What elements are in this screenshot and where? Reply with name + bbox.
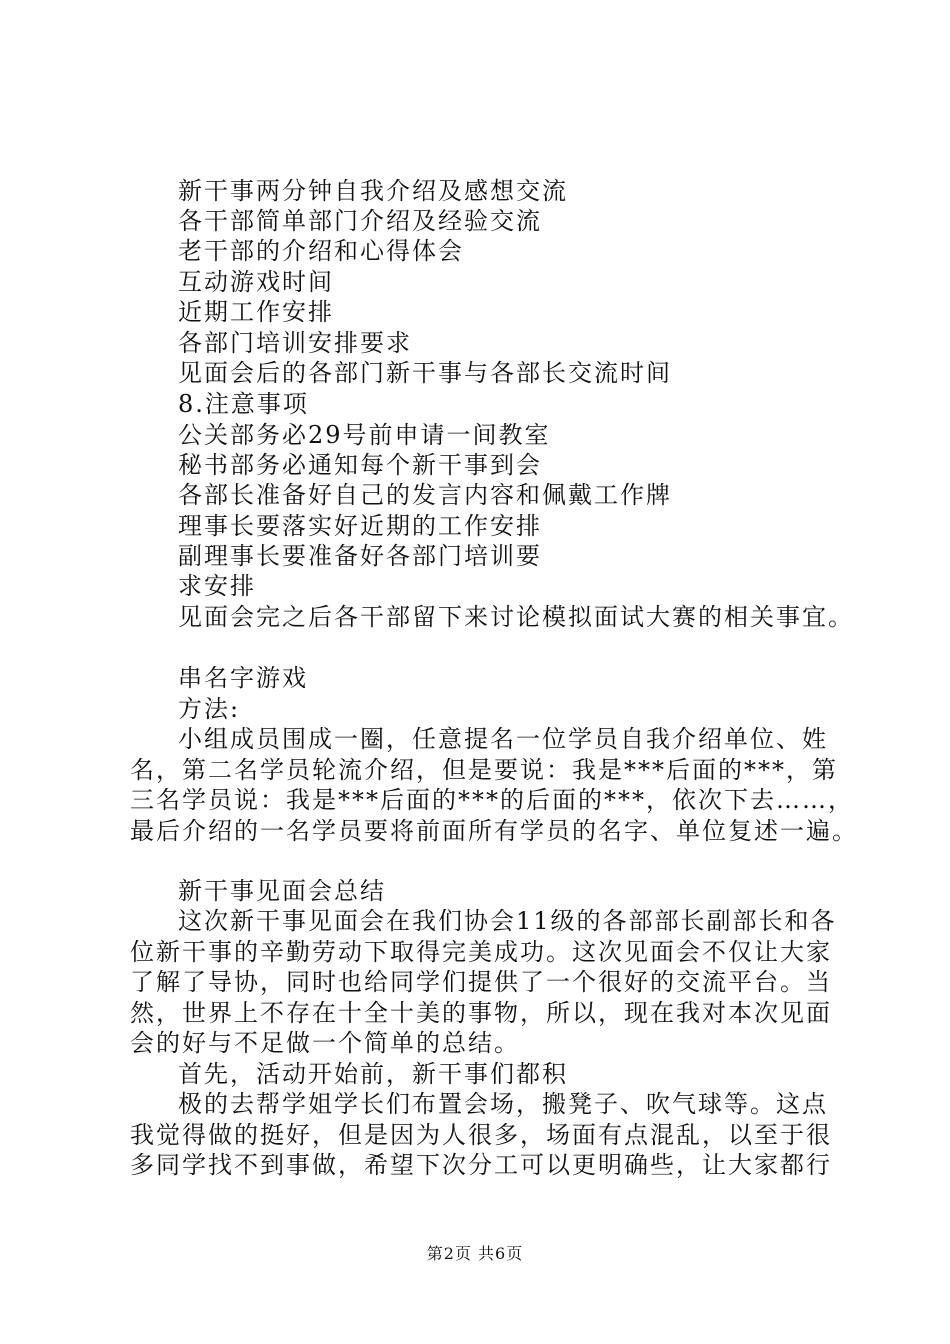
section-heading: 串名字游戏 [178, 664, 308, 692]
text-line: 各部长准备好自己的发言内容和佩戴工作牌 [178, 481, 672, 509]
paragraph-line: 会的好与不足做一个简单的总结。 [130, 1029, 520, 1057]
paragraph-line: 首先，活动开始前，新干事们都积 [178, 1060, 568, 1088]
section-heading: 新干事见面会总结 [178, 877, 386, 905]
text-line: 各干部简单部门介绍及经验交流 [178, 207, 542, 235]
text-line: 老干部的介绍和心得体会 [178, 237, 464, 265]
text-line: 见面会完之后各干部留下来讨论模拟面试大赛的相关事宜。 [178, 603, 854, 631]
paragraph-line: 多同学找不到事做，希望下次分工可以更明确些，让大家都行 [130, 1151, 832, 1179]
paragraph-line: 我觉得做的挺好，但是因为人很多，场面有点混乱，以至于很 [130, 1121, 832, 1149]
paragraph-line: 了解了导协，同时也给同学们提供了一个很好的交流平台。当 [130, 968, 832, 996]
text-line: 副理事长要准备好各部门培训要 [178, 542, 542, 570]
paragraph-line: 名，第二名学员轮流介绍，但是要说：我是***后面的***，第 [130, 756, 838, 784]
paragraph-line: 极的去帮学姐学长们布置会场，搬凳子、吹气球等。这点 [178, 1090, 828, 1118]
text-line: 秘书部务必通知每个新干事到会 [178, 451, 542, 479]
text-line: 近期工作安排 [178, 298, 334, 326]
text-line: 见面会后的各部门新干事与各部长交流时间 [178, 359, 672, 387]
section-heading: 8.注意事项 [178, 390, 309, 418]
paragraph-line: 小组成员围成一圈，任意提名一位学员自我介绍单位、姓 [178, 725, 828, 753]
text-line: 互动游戏时间 [178, 268, 334, 296]
paragraph-line: 三名学员说：我是***后面的***的后面的***，依次下去……， [130, 786, 854, 814]
text-line: 公关部务必29号前申请一间教室 [178, 421, 551, 449]
text-line: 求安排 [178, 572, 256, 600]
text-line: 新干事两分钟自我介绍及感想交流 [178, 177, 568, 205]
paragraph-line: 这次新干事见面会在我们协会11级的各部部长副部长和各 [178, 907, 837, 935]
paragraph-line: 最后介绍的一名学员要将前面所有学员的名字、单位复述一遍。 [130, 817, 858, 845]
paragraph-line: 位新干事的辛勤劳动下取得完美成功。这次见面会不仅让大家 [130, 938, 832, 966]
page-number-footer: 第2页 共6页 [426, 1244, 524, 1263]
paragraph-line: 然，世界上不存在十全十美的事物，所以，现在我对本次见面 [130, 999, 832, 1027]
text-line: 各部门培训安排要求 [178, 329, 412, 357]
text-line: 方法: [178, 695, 241, 723]
text-line: 理事长要落实好近期的工作安排 [178, 512, 542, 540]
